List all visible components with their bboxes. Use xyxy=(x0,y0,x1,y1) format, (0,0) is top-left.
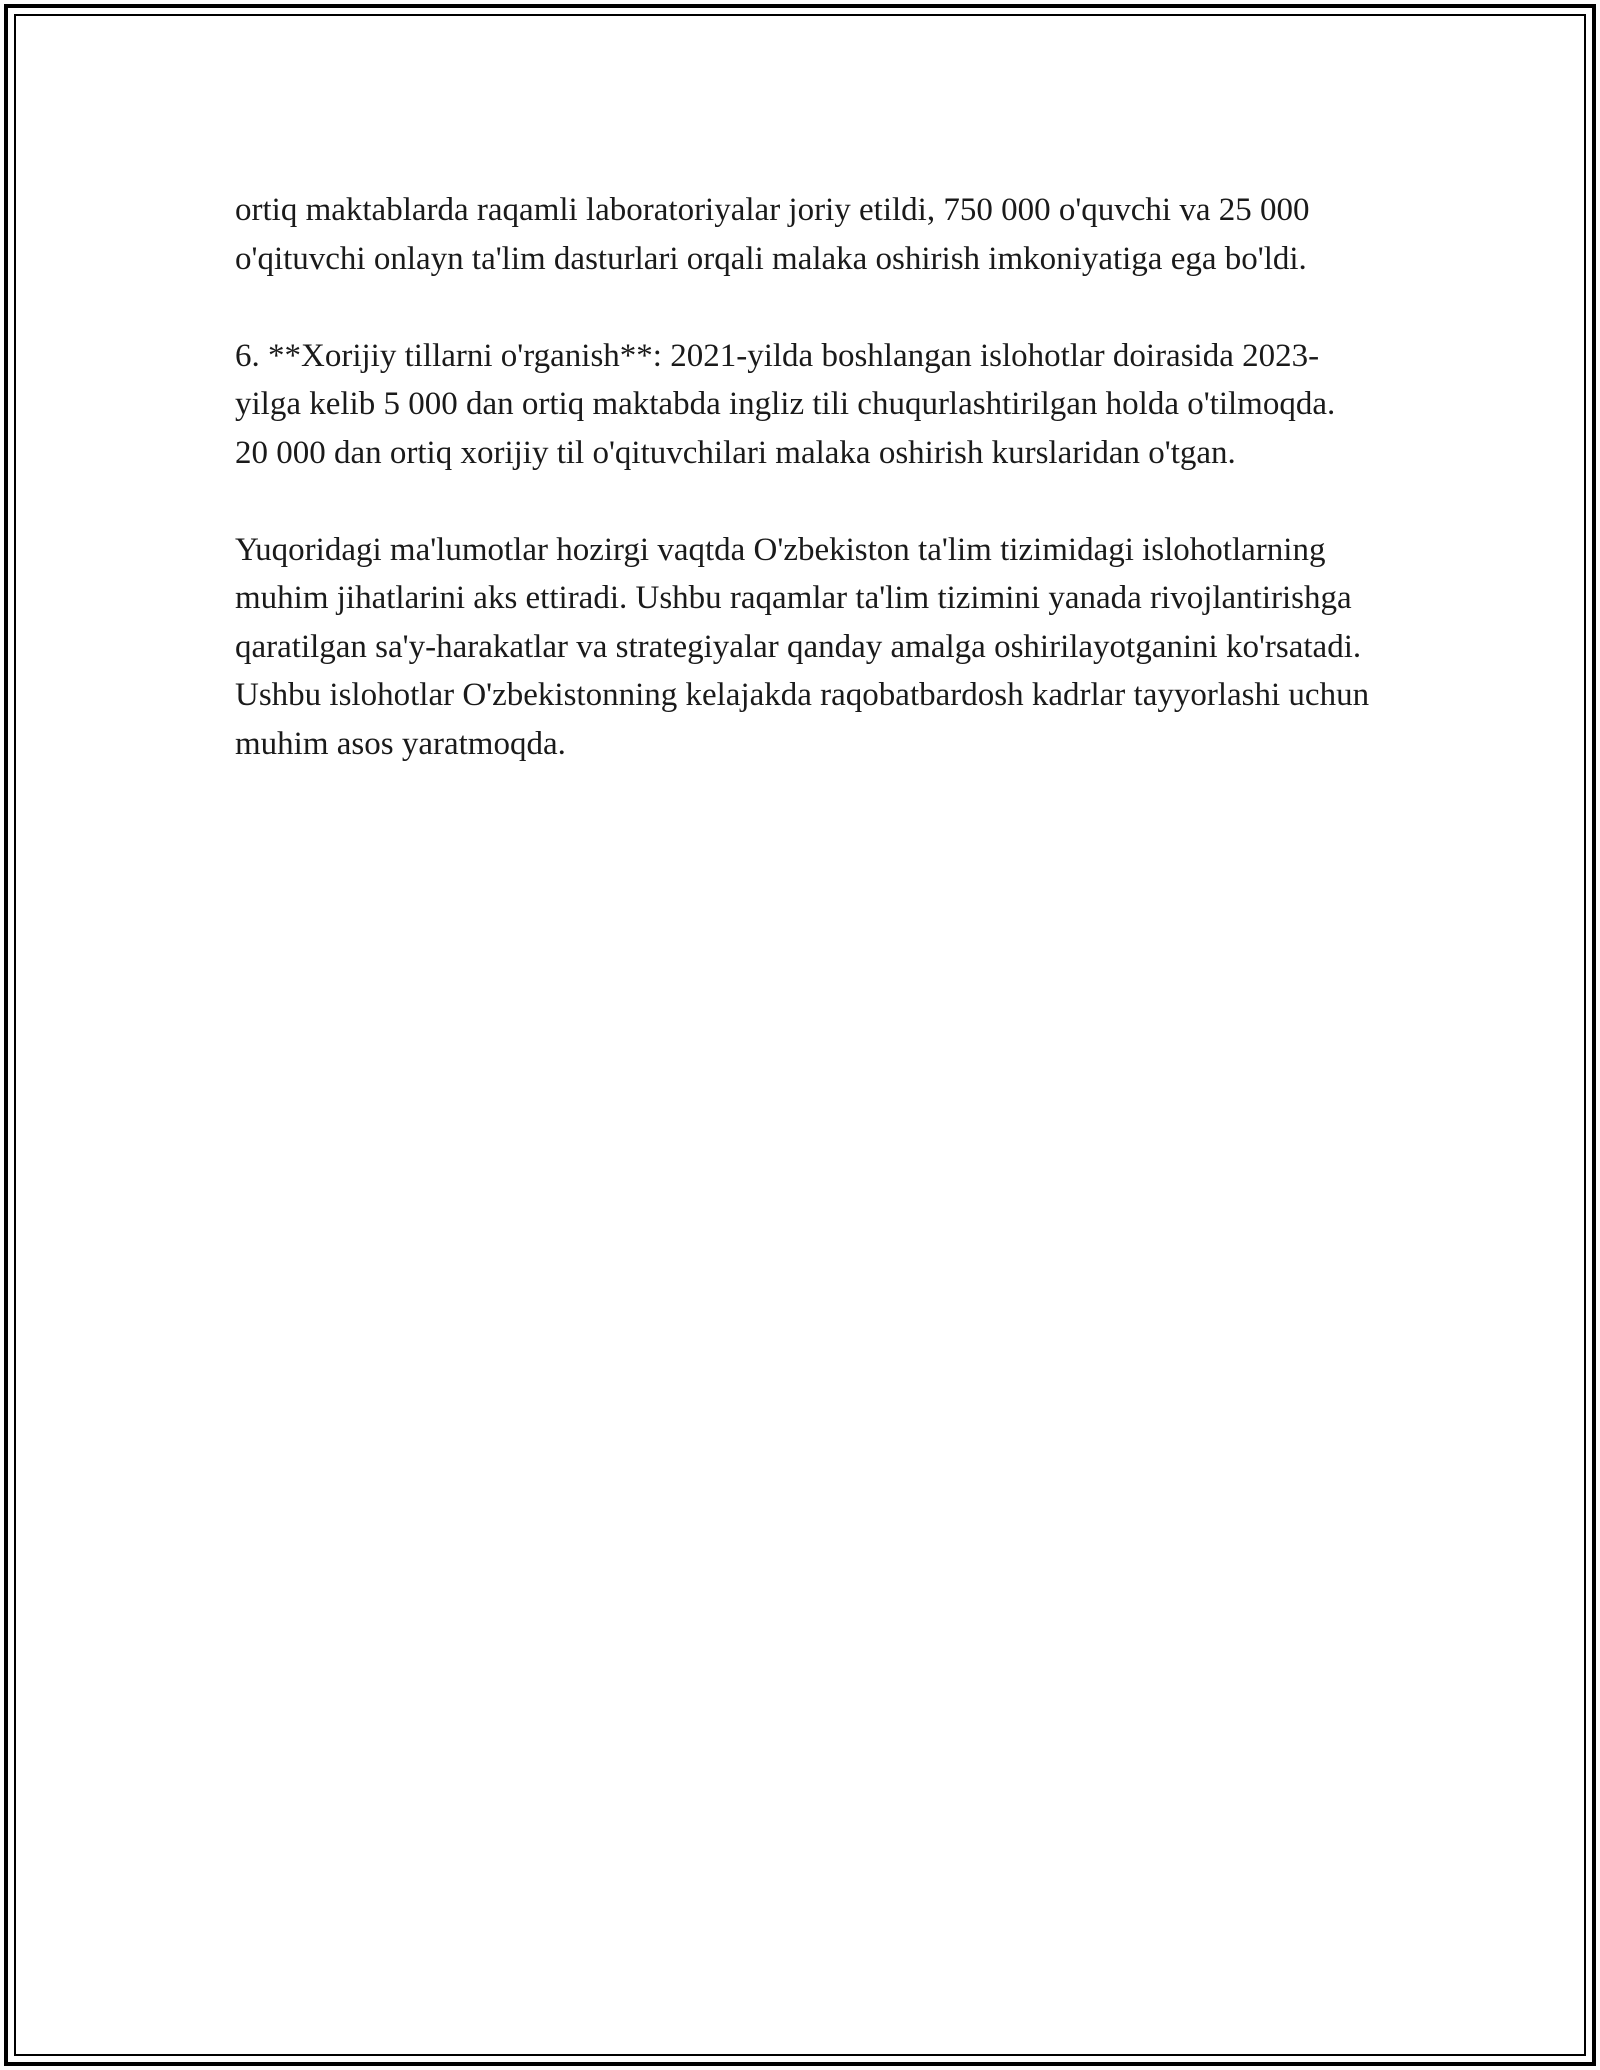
paragraph-conclusion: Yuqoridagi ma'lumotlar hozirgi vaqtda O'zbekiston ta'lim tizimidagi islohotlarning muhim jihatlarini aks ettiradi. Ushbu raqamlar ta'lim tizimini yanada rivojlantirishga qaratilgan sa'y-harakatlar va strategiyalar qanday amalga oshirilayotganini ko'rsatadi. Ushbu islohotlar O'zbekistonning kelajakda raqobatbardosh kadrlar tayyorlashi uchun muhim asos yaratmoqda. xyxy=(235,531,1370,762)
document-body xyxy=(235,186,1375,817)
paragraph-foreign-languages: 6. **Xorijiy tillarni o'rganish**: 2021-yilda boshlangan islohotlar doirasida 2023-yilga kelib 5 000 dan ortiq maktabda ingliz tili chuqurlashtirilgan holda o'tilmoqda. 20 000 dan ortiq xorijiy til o'qituvchilari malaka oshirish kurslaridan o'tgan. xyxy=(235,337,1336,471)
paragraph-digital-labs: ortiq maktablarda raqamli laboratoriyalar joriy etildi, 750 000 o'quvchi va 25 000 o'qituvchi onlayn ta'lim dasturlari orqali malaka oshirish imkoniyatiga ega bo'ldi. xyxy=(235,192,1310,277)
